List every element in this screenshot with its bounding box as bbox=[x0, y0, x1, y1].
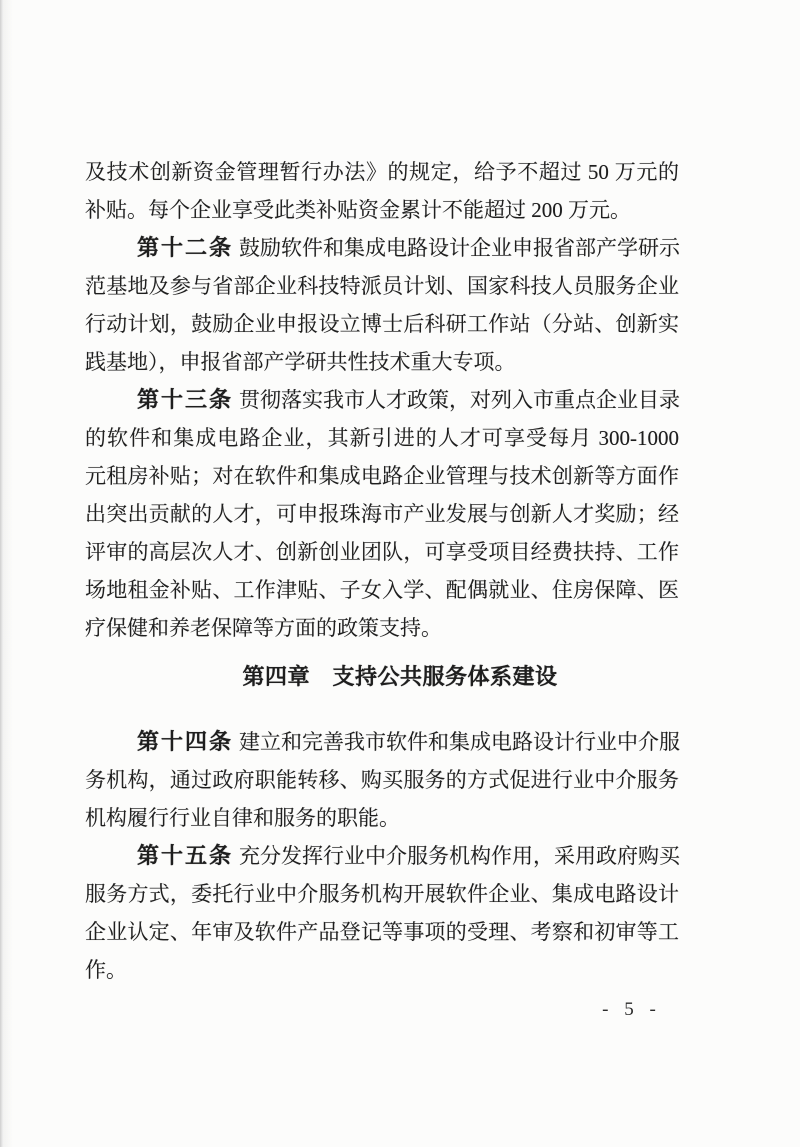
line-text: 贯彻落实我市人才政策，对列入市重点企业目录 bbox=[239, 388, 681, 412]
line-text: 务机构，通过政府职能转移、购买服务的方式促进行业中介服务 bbox=[85, 768, 679, 792]
text-line bbox=[85, 229, 679, 267]
text-line bbox=[85, 191, 679, 229]
line-text: 场地租金补贴、工作津贴、子女入学、配偶就业、住房保障、医 bbox=[85, 578, 679, 602]
text-line bbox=[85, 267, 679, 305]
text-line bbox=[85, 761, 679, 799]
line-text: 补贴。每个企业享受此类补贴资金累计不能超过 200 万元。 bbox=[85, 198, 631, 222]
line-text: 企业认定、年审及软件产品登记等事项的受理、考察和初审等工 bbox=[85, 920, 679, 944]
line-text: 疗保健和养老保障等方面的政策支持。 bbox=[85, 616, 442, 640]
line-text: 评审的高层次人才、创新创业团队，可享受项目经费扶持、工作 bbox=[85, 540, 679, 564]
text-line bbox=[85, 837, 679, 875]
text-line bbox=[85, 305, 679, 343]
scan-edge-shadow bbox=[3, 0, 13, 1147]
line-text: 出突出贡献的人才，可申报珠海市产业发展与创新人才奖励；经 bbox=[85, 502, 679, 526]
line-text: 鼓励软件和集成电路设计企业申报省部产学研示 bbox=[239, 236, 681, 260]
text-line bbox=[85, 381, 679, 419]
line-text: 及技术创新资金管理暂行办法》的规定，给予不超过 50 万元的 bbox=[85, 160, 679, 184]
line-text: 践基地），申报省部产学研共性技术重大专项。 bbox=[85, 350, 516, 374]
line-text: 元租房补贴；对在软件和集成电路企业管理与技术创新等方面作 bbox=[85, 464, 679, 488]
line-text: 的软件和集成电路企业，其新引进的人才可享受每月 300-1000 bbox=[85, 426, 679, 450]
article-number: 第十五条 bbox=[137, 843, 234, 868]
text-line bbox=[85, 495, 679, 533]
text-line bbox=[85, 799, 679, 837]
line-text: 建立和完善我市软件和集成电路设计行业中介服 bbox=[239, 730, 681, 754]
line-text: 服务方式，委托行业中介服务机构开展软件企业、集成电路设计 bbox=[85, 882, 679, 906]
text-line bbox=[85, 609, 679, 647]
line-text: 机构履行行业自律和服务的职能。 bbox=[85, 806, 400, 830]
line-text: 范基地及参与省部企业科技特派员计划、国家科技人员服务企业 bbox=[85, 274, 679, 298]
text-line bbox=[85, 951, 679, 989]
article-number: 第十四条 bbox=[137, 729, 234, 754]
text-line bbox=[85, 571, 679, 609]
article-number: 第十三条 bbox=[137, 387, 234, 412]
text-line bbox=[85, 419, 679, 457]
text-line bbox=[85, 343, 679, 381]
text-line bbox=[85, 153, 679, 191]
text-line bbox=[85, 457, 679, 495]
chapter-heading: 第四章 支持公共服务体系建设 bbox=[242, 664, 558, 689]
page-number: - 5 - bbox=[602, 999, 658, 1020]
paragraph-block-upper bbox=[85, 153, 679, 647]
article-number: 第十二条 bbox=[137, 235, 234, 260]
text-line bbox=[85, 723, 679, 761]
line-text: 行动计划，鼓励企业申报设立博士后科研工作站（分站、创新实 bbox=[85, 312, 679, 336]
text-line bbox=[85, 875, 679, 913]
line-text: 作。 bbox=[85, 958, 127, 982]
text-line bbox=[85, 533, 679, 571]
paragraph-block-lower bbox=[85, 723, 679, 989]
text-line bbox=[85, 913, 679, 951]
line-text: 充分发挥行业中介服务机构作用，采用政府购买 bbox=[239, 844, 681, 868]
